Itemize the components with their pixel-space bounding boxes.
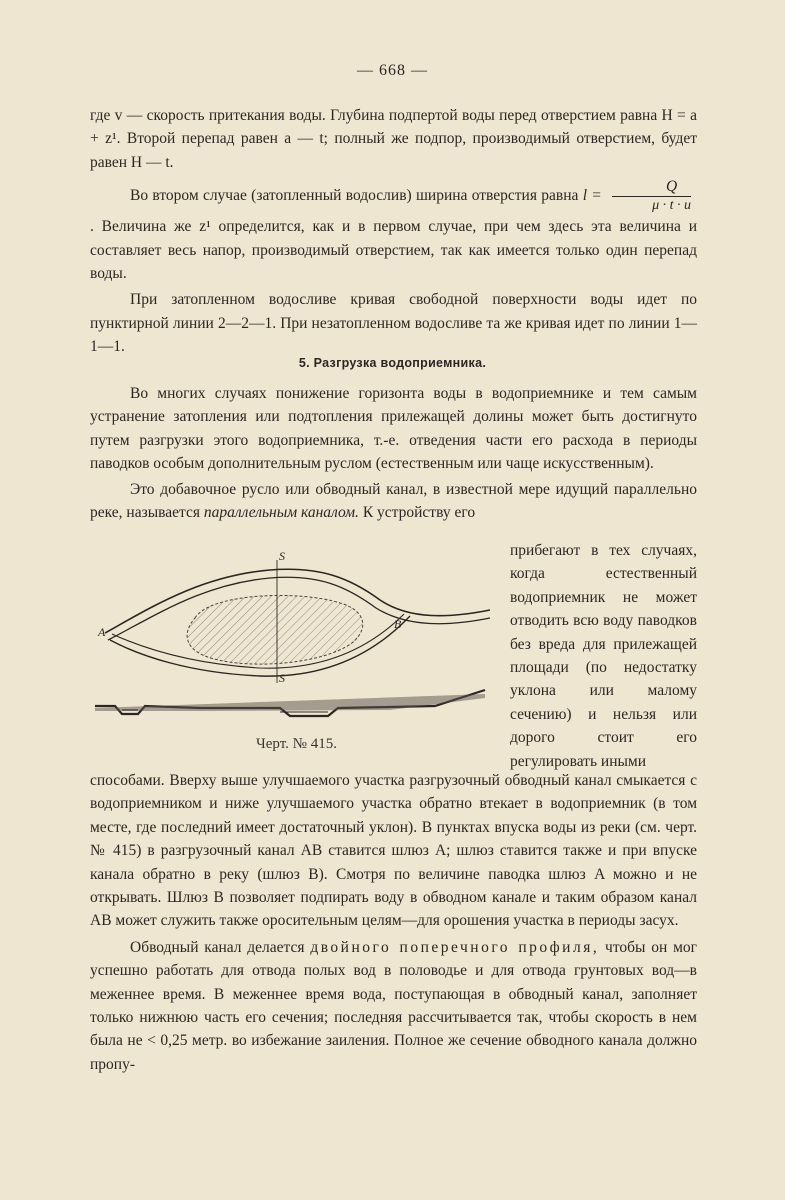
text-block-top [90,104,697,359]
improved-area-hatched [187,595,363,664]
paragraph-3: При затопленном водосливе кривая свободной поверхности воды идет по пунктирной линии 2—2—1. При незатопленном водосливе та же кривая идет по линии 1—1—1. [90,291,697,356]
formula-fraction [612,178,691,215]
sluice-label-a: A [98,625,106,639]
canal-diagram [90,548,495,758]
paragraph-6-start: Обводный канал делается [130,938,305,956]
formula-lhs: l = [582,187,602,205]
paragraph-5-tail: К устройству его [362,504,476,522]
formula-numerator: Q [612,178,691,197]
paragraph-5-start [90,478,697,525]
paragraph-2 [90,178,697,285]
sluice-label-b: B [394,617,402,631]
parallel-canal-term: параллельным каналом. [203,504,359,522]
section-label-top: S [279,549,285,563]
section-label-bottom: S [279,671,285,685]
side-text-column: прибегают в тех случаях, когда естественный водоприемник не может отводить всю воду паводков без вреда для прилежащей площади (по недостатку уклона или малому сечению) и нельзя или дорого стоит его регулировать иными [510,542,697,770]
double-profile-term: двойного поперечного профиля, [310,938,600,956]
paragraph-4: Во многих случаях понижение горизонта воды в водоприемнике и тем самым устранение затопления или подтопления прилежащей долины может быть достигнуто путем разгрузки этого водоприемника, т.-е. отведения части его расхода в периоды паводков особым дополнительным руслом (естественным или чаще искусственным). [90,385,697,473]
paragraph-6-rest: чтобы он мог успешно работать для отвода полых вод в половодье и для отвода грунтовых вод—в меженнее время. В меженнее время вода, поступающая в обводный канал, заполняет только нижнюю часть его сечения; последняя рассчитывается так, чтобы скорость в нем была не < 0,25 метр. во избежание заиления. Полное же сечение обводного канала должно пропу- [90,938,697,1073]
paragraph-6 [90,936,697,1076]
figure-caption: Черт. № 415. [256,736,337,752]
paragraph-2-start: Во втором случае (затопленный водослив) ширина отверстия равна [130,187,579,205]
paragraph-1: где v — скорость притекания воды. Глубина подпертой воды перед отверстием равна H = a + z¹. Второй перепад равен a — t; полный же подпор, производимый отверстием, будет равен H — t. [90,107,697,171]
section-heading: 5. Разгрузка водоприемника. [298,356,487,370]
page-number: — 668 — [357,62,428,79]
cross-section-fill [95,694,485,711]
paragraph-2-end: . Величина же z¹ определится, как и в первом случае, при чем здесь эта величина и составляет весь напор, производимый отверстием, так как имеется только один перепад воды. [90,218,697,283]
text-block-middle [90,382,697,524]
formula-denominator: μ · t · u [652,198,691,214]
paragraph-5-text: Это добавочное русло или обводный канал, в известной мере идущий параллельно реке, называется [90,480,697,522]
paragraph-5-rest: способами. Вверху выше улучшаемого участка разгрузочный обводный канал смыкается с водоприемником и ниже улучшаемого участка обратно втекает в водоприемник (в том месте, где последний имеет достаточный уклон). В пунктах впуска воды из реки (см. черт. № 415) в разгрузочный канал AB ставится шлюз A; шлюз ставится также и при впуске канала обратно в реку (шлюз B). Смотря по величине паводка шлюз A можно и не открывать. Шлюз B позволяет подпирать воду в обводном канале и таким образом канал AB может служить также оросительным целям—для орошения участка в периоды засух. [90,772,697,930]
text-block-lower [90,769,697,1076]
